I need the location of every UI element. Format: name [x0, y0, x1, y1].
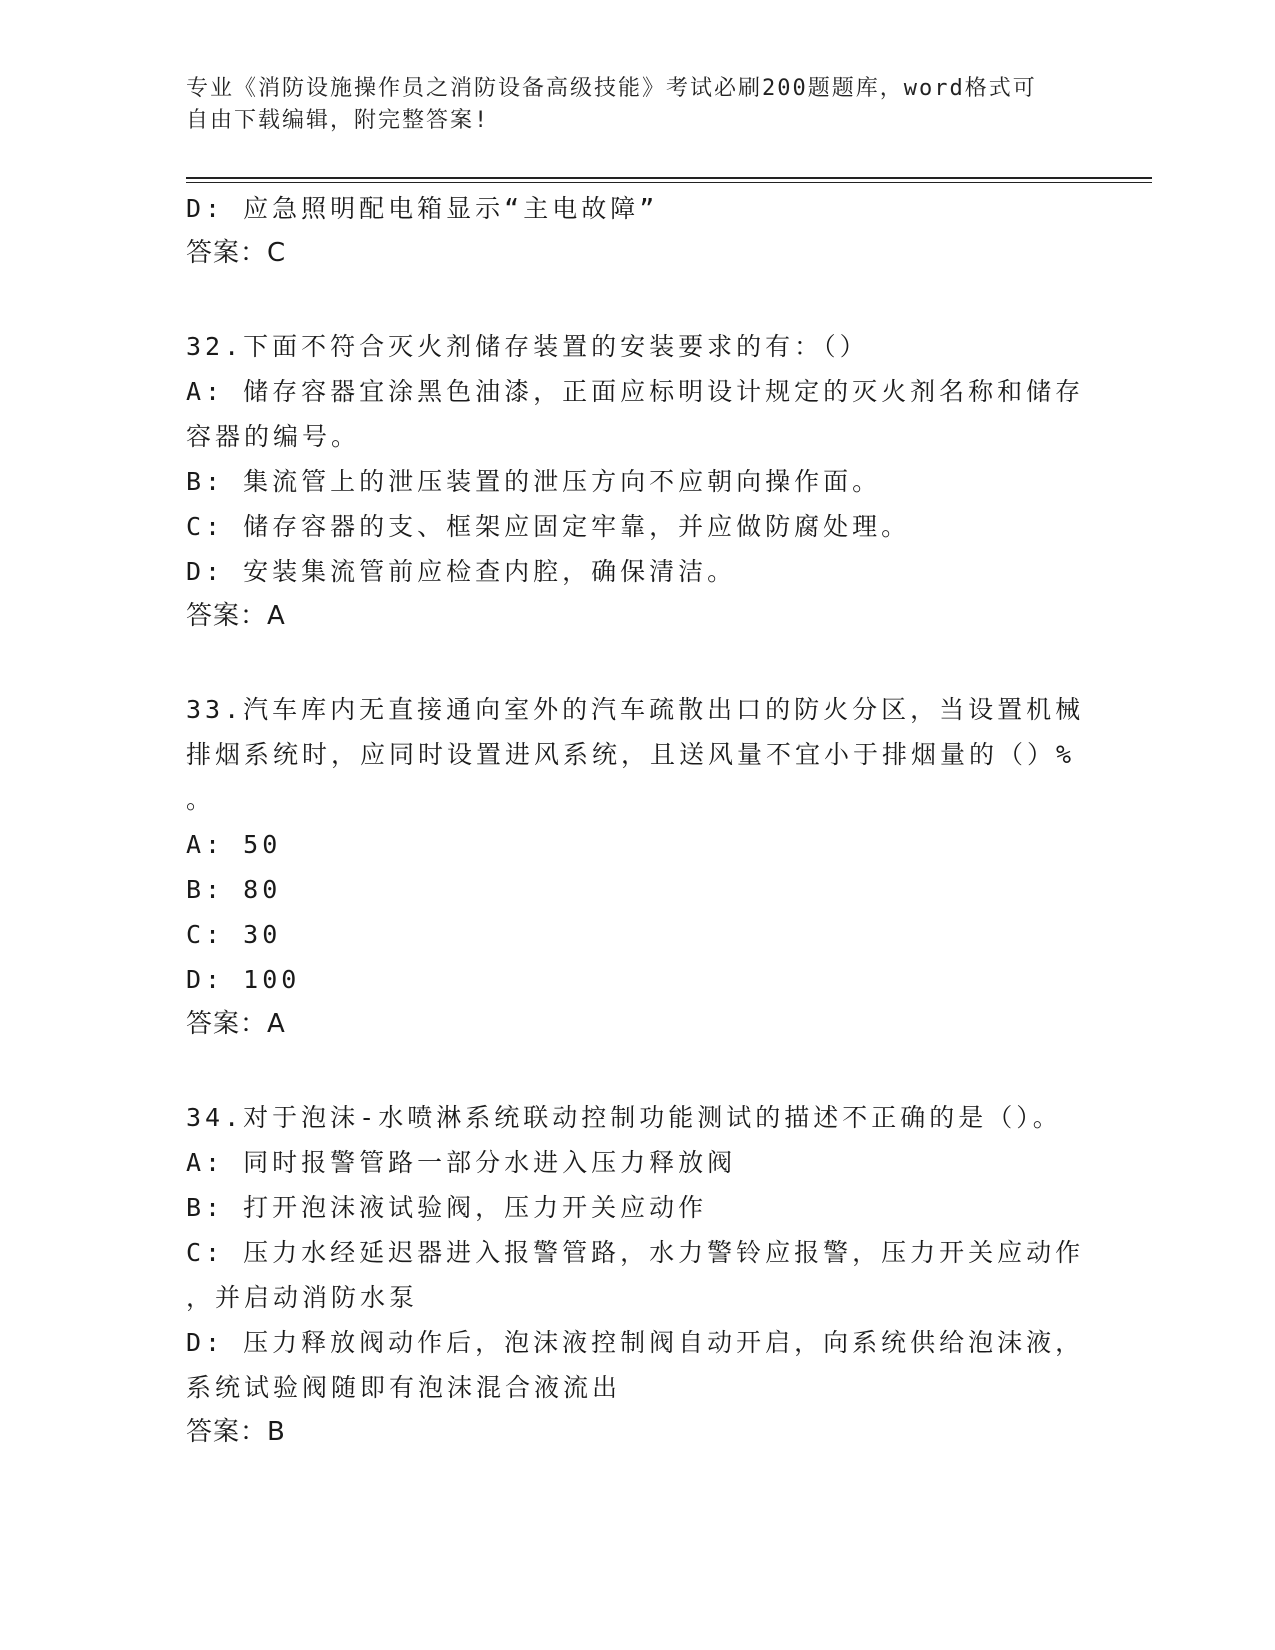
- option-line: A: 同时报警管路一部分水进入压力释放阀: [186, 1148, 737, 1177]
- block-spacer: [186, 276, 1076, 324]
- question-block: [186, 186, 1076, 276]
- question-text: 。: [186, 785, 216, 814]
- page-header: [186, 73, 1066, 137]
- option-line: D: 压力释放阀动作后，泡沫液控制阀自动开启，向系统供给泡沫液，: [186, 1328, 1085, 1357]
- option-line: A: 50: [186, 830, 282, 859]
- option-line: B: 打开泡沫液试验阀，压力开关应动作: [186, 1193, 708, 1222]
- question-block: [186, 324, 1085, 639]
- option-line: D: 应急照明配电箱显示“主电故障”: [186, 194, 659, 223]
- block-spacer: [186, 639, 1076, 687]
- answer-line: 答案：A: [186, 1009, 286, 1039]
- option-line: C: 30: [186, 920, 282, 949]
- option-line: 容器的编号。: [186, 422, 361, 451]
- header-rule-thin: [186, 182, 1152, 183]
- option-line: D: 100: [186, 965, 301, 994]
- question-text: 33.汽车库内无直接通向室外的汽车疏散出口的防火分区，当设置机械: [186, 695, 1085, 724]
- question-block: [186, 687, 1085, 1047]
- option-line: B: 80: [186, 875, 282, 904]
- question-content: [186, 186, 1085, 1455]
- option-line: A: 储存容器宜涂黑色油漆，正面应标明设计规定的灭火剂名称和储存: [186, 377, 1085, 406]
- answer-line: 答案：A: [186, 601, 286, 631]
- option-line: C: 压力水经延迟器进入报警管路，水力警铃应报警，压力开关应动作: [186, 1238, 1085, 1267]
- header-line-1: 专业《消防设施操作员之消防设备高级技能》考试必刷200题题库，word格式可: [186, 76, 1037, 101]
- option-line: C: 储存容器的支、框架应固定牢靠，并应做防腐处理。: [186, 512, 911, 541]
- option-line: D: 安装集流管前应检查内腔，确保清洁。: [186, 557, 737, 586]
- option-line: ，并启动消防水泵: [186, 1283, 419, 1312]
- option-line: 系统试验阀随即有泡沫混合液流出: [186, 1373, 622, 1402]
- answer-line: 答案：C: [186, 238, 287, 268]
- option-line: B: 集流管上的泄压装置的泄压方向不应朝向操作面。: [186, 467, 882, 496]
- answer-line: 答案：B: [186, 1417, 286, 1447]
- header-rule-thick: [186, 177, 1152, 179]
- question-text: 排烟系统时，应同时设置进风系统，且送风量不宜小于排烟量的（）%: [186, 740, 1076, 769]
- question-text: 32.下面不符合灭火剂储存装置的安装要求的有：（）: [186, 332, 869, 361]
- question-block: [186, 1095, 1085, 1455]
- header-line-2: 自由下载编辑，附完整答案!: [186, 108, 490, 133]
- question-text: 34.对于泡沫-水喷淋系统联动控制功能测试的描述不正确的是（）。: [186, 1103, 1062, 1132]
- block-spacer: [186, 1047, 1076, 1095]
